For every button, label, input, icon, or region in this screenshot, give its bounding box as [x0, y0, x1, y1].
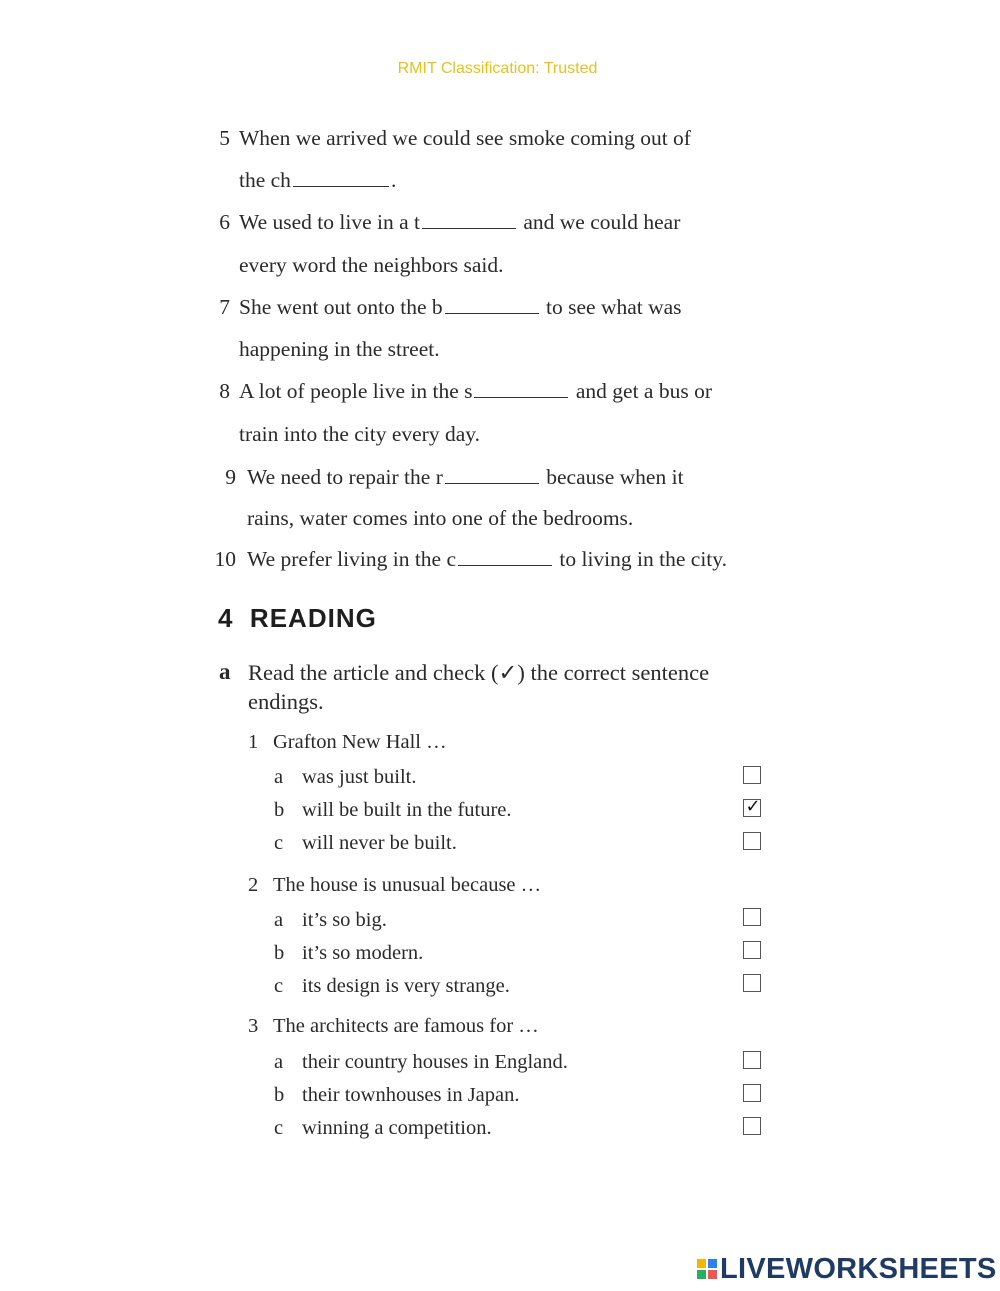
option-text: will be built in the future. — [302, 799, 512, 821]
option-letter: a — [274, 766, 284, 788]
section-number: 4 — [218, 603, 234, 633]
option-letter: a — [274, 909, 284, 931]
item-number: 10 — [214, 547, 236, 571]
option-letter: b — [274, 942, 285, 964]
option-letter: a — [274, 1051, 284, 1073]
answer-blank-10[interactable] — [458, 548, 552, 566]
item-line — [239, 209, 680, 235]
logo-square — [708, 1259, 717, 1268]
item-text: We used to live in a t — [239, 210, 420, 234]
option-text: was just built. — [302, 766, 417, 788]
answer-blank-9[interactable] — [445, 466, 539, 484]
exercise-letter: a — [219, 659, 231, 684]
item-text: A lot of people live in the s — [239, 379, 473, 403]
option-text: its design is very strange. — [302, 975, 510, 997]
check-mark-icon: ✓ — [745, 796, 761, 817]
answer-checkbox[interactable] — [743, 1051, 761, 1069]
option-letter: c — [274, 832, 284, 854]
answer-checkbox[interactable] — [743, 1117, 761, 1135]
option-text: it’s so big. — [302, 909, 387, 931]
question-stem: The house is unusual because … — [273, 874, 542, 896]
option-text: it’s so modern. — [302, 942, 424, 964]
exercise-instruction: Read the article and check (✓) the correct sentence — [248, 660, 710, 685]
item-text: to living in the city. — [559, 547, 727, 571]
answer-blank-8[interactable] — [474, 380, 568, 398]
item-text: . — [390, 168, 397, 192]
answer-checkbox[interactable] — [743, 908, 761, 926]
answer-checkbox[interactable] — [743, 1084, 761, 1102]
item-line — [239, 167, 396, 193]
item-text: to see what was — [546, 295, 682, 319]
answer-checkbox[interactable] — [743, 832, 761, 850]
item-text: because when it — [546, 465, 684, 489]
logo-square — [697, 1270, 706, 1279]
item-text: rains, water comes into one of the bedrooms. — [247, 506, 634, 530]
item-text: We need to repair the r — [247, 465, 443, 489]
item-line — [247, 464, 684, 490]
item-text: train into the city every day. — [239, 422, 480, 446]
item-number: 5 — [219, 126, 230, 150]
classification-label: RMIT Classification: Trusted — [397, 60, 598, 77]
liveworksheets-logo[interactable] — [697, 1253, 997, 1285]
answer-blank-6[interactable] — [422, 211, 516, 229]
exercise-instruction: endings. — [248, 689, 324, 714]
answer-checkbox[interactable] — [743, 941, 761, 959]
item-text: and get a bus or — [575, 379, 712, 403]
logo-square — [697, 1259, 706, 1268]
option-letter: b — [274, 1084, 285, 1106]
answer-checkbox[interactable] — [743, 766, 761, 784]
item-text: the ch — [239, 168, 291, 192]
option-text: their country houses in England. — [302, 1051, 568, 1073]
logo-square — [708, 1270, 717, 1279]
option-text: winning a competition. — [302, 1117, 492, 1139]
item-text: We prefer living in the c — [247, 547, 457, 571]
answer-blank-7[interactable] — [445, 296, 539, 314]
logo-text: LIVEWORKSHEETS — [720, 1252, 997, 1285]
item-line — [239, 378, 712, 404]
item-text: She went out onto the b — [239, 295, 443, 319]
item-text: every word the neighbors said. — [239, 253, 504, 277]
question-number: 3 — [248, 1015, 259, 1037]
question-number: 2 — [248, 874, 259, 896]
item-number: 7 — [219, 295, 230, 319]
answer-checkbox[interactable] — [743, 974, 761, 992]
option-letter: c — [274, 975, 284, 997]
section-title: READING — [249, 603, 377, 633]
answer-checkbox-checked[interactable] — [743, 796, 761, 817]
item-number: 9 — [225, 465, 236, 489]
question-stem: The architects are famous for … — [273, 1015, 539, 1037]
item-text: happening in the street. — [239, 337, 440, 361]
item-line — [247, 546, 727, 572]
logo-mark-icon — [697, 1259, 717, 1279]
item-number: 6 — [219, 210, 230, 234]
question-number: 1 — [248, 731, 259, 753]
option-text: will never be built. — [302, 832, 457, 854]
option-letter: b — [274, 799, 285, 821]
section-heading — [218, 603, 377, 634]
item-line — [239, 294, 682, 320]
question-stem: Grafton New Hall … — [273, 731, 447, 753]
option-letter: c — [274, 1117, 284, 1139]
item-text: When we arrived we could see smoke coming out of — [239, 126, 691, 150]
item-number: 8 — [219, 379, 230, 403]
item-text: and we could hear — [523, 210, 681, 234]
option-text: their townhouses in Japan. — [302, 1084, 520, 1106]
answer-blank-5[interactable] — [293, 169, 389, 187]
